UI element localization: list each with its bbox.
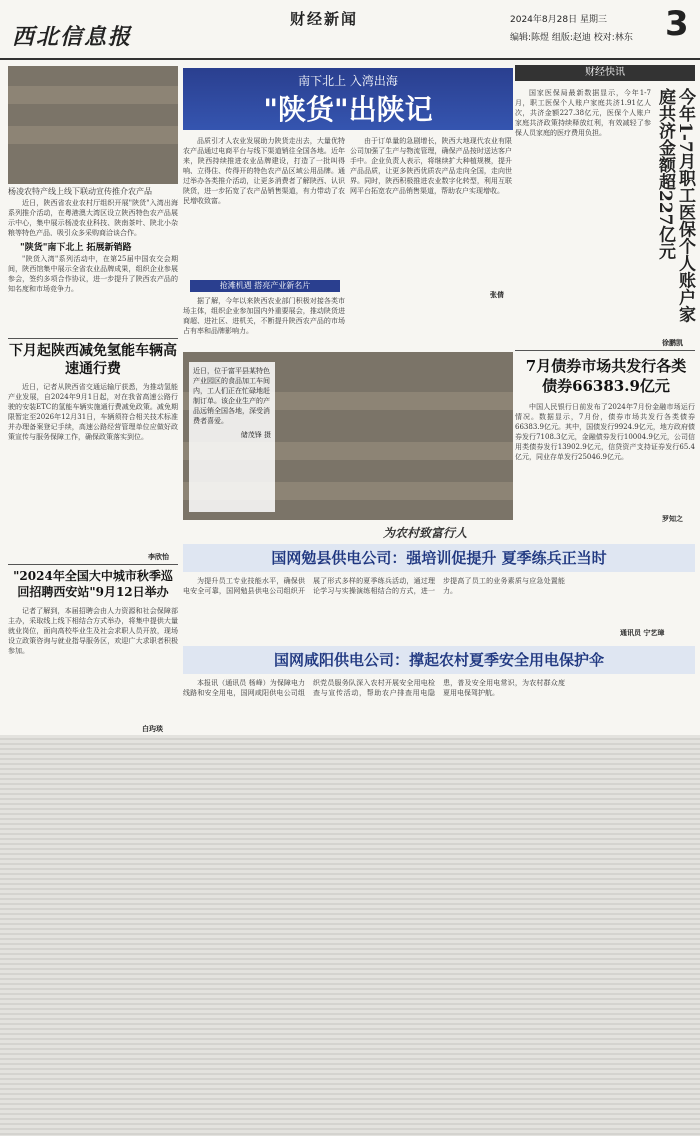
feature-banner-title: "陕货"出陕记 <box>263 93 433 126</box>
workshop-photo-caption: 近日，位于富平县某特色产业园区的食品加工车间内，工人们正在忙碌地赶制订单。该企业生产的产品远销全国各地，深受消费者喜爱。 <box>193 367 270 425</box>
highway-body-text: 近日，记者从陕西省交通运输厅获悉，为推动氢能产业发展，自2024年9月1日起，对在我省高速公路行驶的安装ETC的氢能车辆实施通行费减免政策。减免期限暂定至2026年12月31日，车辆须符合相关技术标准并办理备案登记手续，高速公路经营管理单位应做好政策宣传与服务保障工作，确保政策落实到位。 <box>8 383 178 441</box>
editor-credits: 编辑:陈煜 组版:赵迪 校对:林东 <box>510 33 633 43</box>
autumn-body <box>8 606 178 724</box>
center-col1 <box>183 136 345 276</box>
quick-body1-text: 国家医保局最新数据显示，今年1-7月，职工医保个人账户家庭共济1.91亿人次，共济金额227.38亿元，医保个人账户家庭共济政策持续释放红利，有效减轻了参保人员家庭的医疗费用负担。 <box>515 89 651 137</box>
quick-body1 <box>515 88 651 328</box>
quick-body1-byline: 徐鹏凯 <box>662 338 683 347</box>
quick-news-header: 财经快讯 <box>515 65 695 81</box>
autumn-title: "2024年全国大中城市秋季巡回招聘西安站"9月12日举办 <box>13 569 173 599</box>
page-number: 3 <box>665 4 689 44</box>
center-col1-text: 品质引才人农业发展助力陕货走出去，大量优特农产品通过电商平台与线下渠道销往全国各地。近年来，陕西持续推进农业品牌建设，打造了一批叫得响、立得住、传得开的特色农产品区域公用品牌。通过举办各类推介活动，让更多消费者了解陕西、认识陕货，进一步拓宽了农产品销售渠道，有力带动了农民增收致富。 <box>183 137 345 205</box>
training-body-text: 为提升员工专业技能水平，确保供电安全可靠，国网勉县供电公司组织开展了形式多样的夏季练兵活动，通过理论学习与实操演练相结合的方式，进一步提高了员工的业务素质与应急处置能力。 <box>183 577 565 595</box>
safety-title: 国网咸阳供电公司：撑起农村夏季安全用电保护伞 <box>183 646 695 674</box>
center-col2 <box>350 136 512 286</box>
left-intro-text: 近日，陕西省农业农村厅组织开展"陕货"入湾出海系列推介活动，在粤港澳大湾区设立陕西特色农产品展示中心，集中展示杨凌农业科技、陕南茶叶、陕北小杂粮等特色产品，吸引众多采购商洽谈合作。 <box>8 199 178 236</box>
quick-vertical-title: 今年1-7月职工医保个人账户家庭共济金额超227亿元 <box>655 88 695 323</box>
workshop-photo-caption-box <box>189 362 275 512</box>
masthead <box>0 0 700 60</box>
highway-title: 下月起陕西减免氢能车辆高速通行费 <box>9 343 177 377</box>
rural-banner <box>183 524 695 544</box>
center-col1b <box>183 296 345 348</box>
issue-date: 2024年8月28日 星期三 <box>510 15 607 25</box>
highway-byline: 李欣怡 <box>148 552 169 561</box>
section-title: 财经新闻 <box>290 10 359 28</box>
divider <box>515 350 695 351</box>
autumn-body-text: 记者了解到，本届招聘会由人力资源和社会保障部主办，采取线上线下相结合方式举办，将集中提供大量就业岗位，面向高校毕业生及社会求职人员开放，现场设立政策咨询与就业指导服务区，欢迎广大求职者积极参加。 <box>8 607 178 655</box>
workshop-photo <box>183 352 513 520</box>
feature-banner-sub: 南下北上 入湾出海 <box>298 74 398 88</box>
safety-body <box>183 678 695 732</box>
highway-body <box>8 382 178 550</box>
divider <box>8 338 178 339</box>
center-col1b-text: 据了解，今年以来陕西农业部门积极对接各类市场主体，组织企业参加国内外重要展会，推动陕货进商超、进社区、进机关，不断提升陕西农产品的市场占有率和品牌影响力。 <box>183 297 345 335</box>
top-photo-caption: 杨凌农特产线上线下联动宣传推介农产品 <box>8 187 152 196</box>
blurred-ad-area <box>0 735 700 1136</box>
feature-banner <box>183 68 513 130</box>
center-subhead: 抢滩机遇 搭亮产业新名片 <box>190 280 340 292</box>
rural-banner-tag: 为农村致富行人 <box>383 526 468 540</box>
workshop-photo-credit: 储茂锋 摄 <box>240 431 271 439</box>
divider <box>8 564 178 565</box>
center-byline: 张倩 <box>490 290 504 299</box>
bond-body-text: 中国人民银行日前发布了2024年7月份金融市场运行情况。数据显示，7月份，债券市场共发行各类债券66383.9亿元。其中，国债发行9924.9亿元，地方政府债券发行7108.3亿元，金融债券发行10004.9亿元，公司信用类债券发行13902.9亿元，信贷资产支持证券发行65.4亿元，同业存单发行25046.9亿元。 <box>515 403 695 461</box>
left-para <box>8 254 178 334</box>
training-byline: 通讯员 宁艺璋 <box>620 628 665 637</box>
bond-byline: 罗知之 <box>662 514 683 523</box>
left-para-text: "陕货入湾"系列活动中，在第25届中国农交会期间，陕西馆集中展示全省农业品牌成果，组织企业参展参会，签约多项合作协议，进一步提升了陕西农产品的知名度和市场竞争力。 <box>8 255 178 293</box>
center-col2-text: 由于订单量的急剧增长，陕西大地现代农业有限公司加强了生产与物流管理，确保产品按时送达客户手中。企业负责人表示，将继续扩大种植规模，提升产品品质，让更多陕西优质农产品走向全国，走向世界。同时，陕西积极推进农业数字化转型，利用互联网平台拓宽农产品销售渠道，帮助农户实现增收。 <box>350 137 512 195</box>
training-title: 国网勉县供电公司：强培训促提升 夏季练兵正当时 <box>183 544 695 572</box>
newspaper-logo: 西北信息报 <box>12 24 133 50</box>
safety-body-text: 本报讯（通讯员 杨峰）为保障电力线路和安全用电，国网咸阳供电公司组织党员服务队深入农村开展安全用电检查与宣传活动，帮助农户排查用电隐患，普及安全用电常识，为农村群众度夏用电保驾护航。 <box>183 679 565 697</box>
left-subhead: "陕货"南下北上 拓展新销路 <box>20 243 132 253</box>
left-intro <box>8 198 178 236</box>
autumn-byline: 白玙琰 <box>142 724 163 733</box>
training-body <box>183 576 695 626</box>
bond-title: 7月债券市场共发行各类债券66383.9亿元 <box>525 357 687 395</box>
bond-body <box>515 402 695 514</box>
top-photo <box>8 66 178 184</box>
